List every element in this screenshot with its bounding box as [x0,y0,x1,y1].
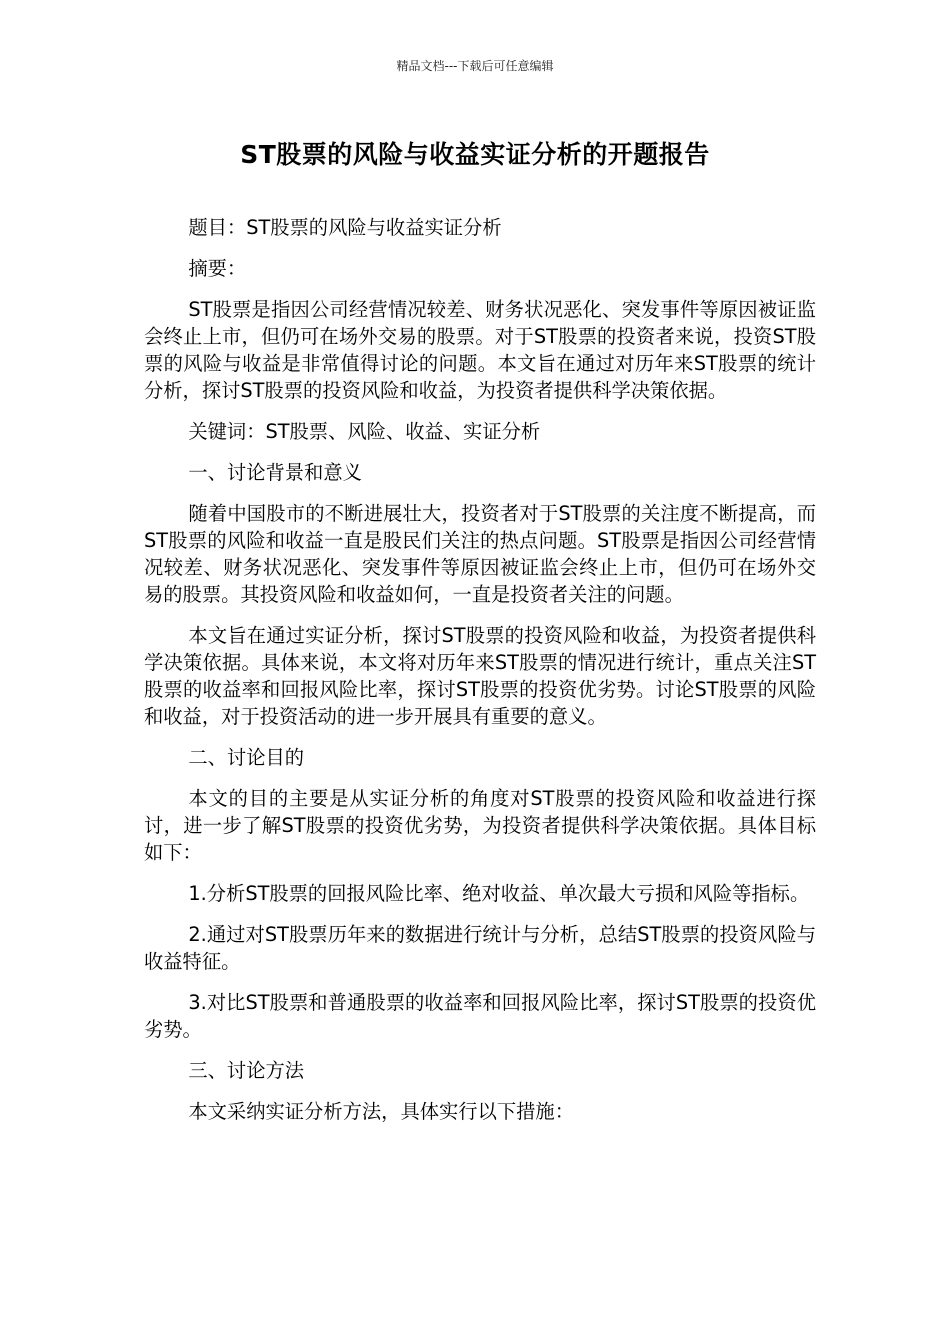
page-header-note: 精品文档---下载后可任意编辑 [396,59,554,73]
abstract-heading: 摘要： [188,257,247,280]
background-paragraph-1: 随着中国股市的不断进展壮大，投资者对于ST股票的关注度不断提高，而ST股票的风险和收益一直是股民们关注的热点问题。ST股票是指因公司经营情况较差、财务状况恶化、突发事件等原因被证监会终止上市，但仍可在场外交易的股票。其投资风险和收益如何，一直是投资者关注的问题。 [144,502,816,606]
document-title: ST股票的风险与收益实证分析的开题报告 [240,140,710,169]
objective-item-1: 1.分析ST股票的回报风险比率、绝对收益、单次最大亏损和风险等指标。 [188,882,810,905]
purpose-paragraph: 本文的目的主要是从实证分析的角度对ST股票的投资风险和收益进行探讨，进一步了解ST股票的投资优劣势，为投资者提供科学决策依据。具体目标如下： [144,787,816,864]
section-heading-purpose: 二、讨论目的 [188,746,305,769]
background-paragraph-2: 本文旨在通过实证分析，探讨ST股票的投资风险和收益，为投资者提供科学决策依据。具体来说，本文将对历年来ST股票的情况进行统计，重点关注ST股票的收益率和回报风险比率，探讨ST股票的投资优劣势。讨论ST股票的风险和收益，对于投资活动的进一步开展具有重要的意义。 [144,624,816,728]
method-paragraph: 本文采纳实证分析方法，具体实行以下措施： [188,1100,574,1123]
document-body [144,214,816,1139]
keywords-line: 关键词：ST股票、风险、收益、实证分析 [188,420,541,443]
topic-line: 题目：ST股票的风险与收益实证分析 [188,216,502,239]
objective-item-2: 2.通过对ST股票历年来的数据进行统计与分析，总结ST股票的投资风险与收益特征。 [144,923,816,973]
objective-item-3: 3.对比ST股票和普通股票的收益率和回报风险比率，探讨ST股票的投资优劣势。 [144,991,816,1041]
abstract-paragraph: ST股票是指因公司经营情况较差、财务状况恶化、突发事件等原因被证监会终止上市，但仍可在场外交易的股票。对于ST股票的投资者来说，投资ST股票的风险与收益是非常值得讨论的问题。本文旨在通过对历年来ST股票的统计分析，探讨ST股票的投资风险和收益，为投资者提供科学决策依据。 [144,298,816,402]
section-heading-background: 一、讨论背景和意义 [188,461,362,484]
section-heading-method: 三、讨论方法 [188,1059,305,1082]
